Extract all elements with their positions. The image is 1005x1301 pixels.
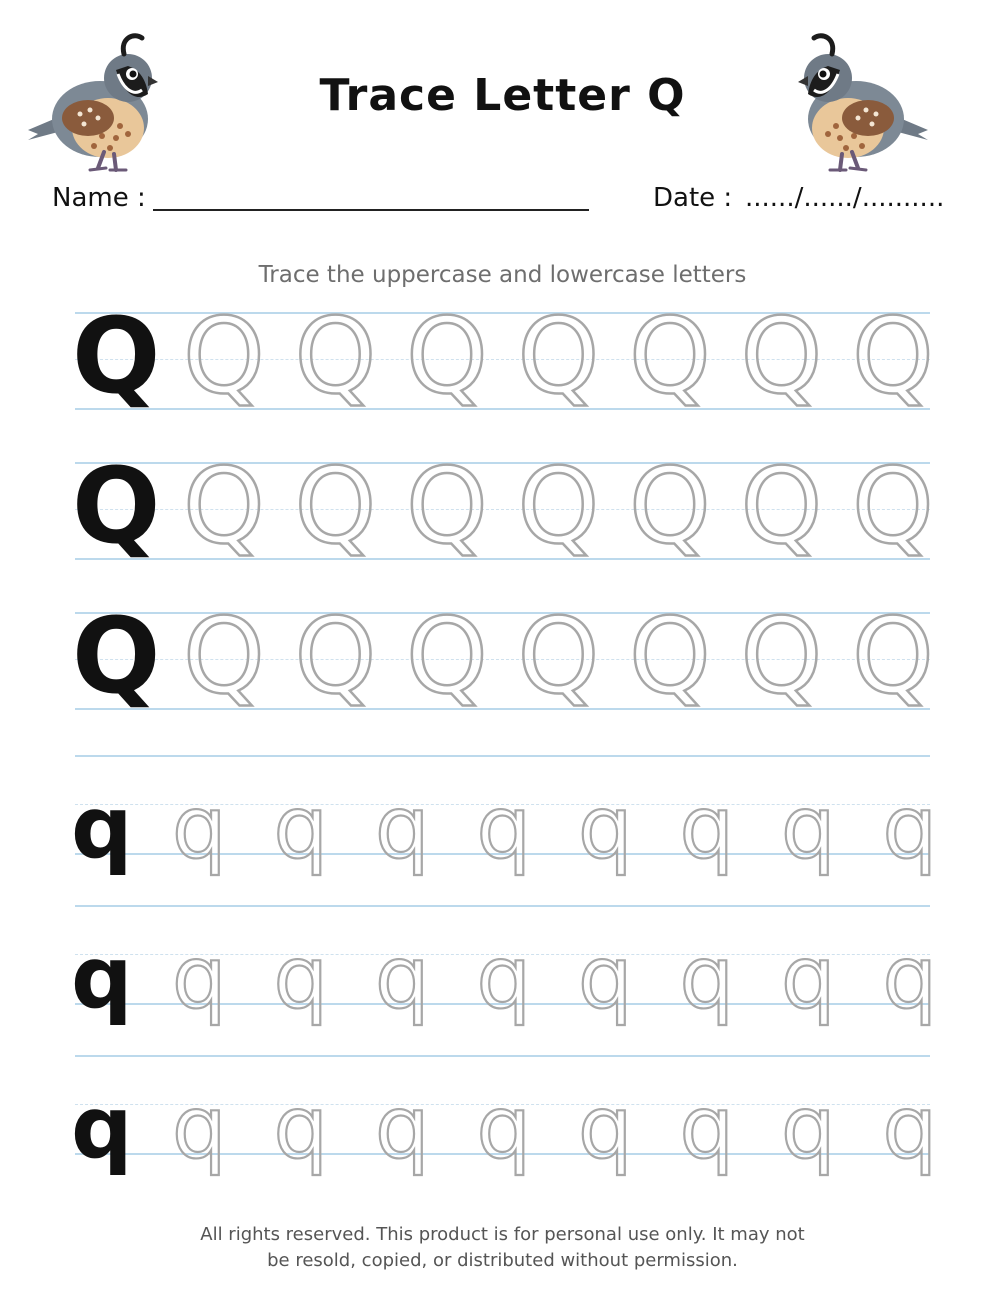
trace-letter-uppercase[interactable]: Q	[517, 445, 600, 567]
trace-letter-lowercase[interactable]: q	[679, 1078, 735, 1178]
trace-letter-lowercase[interactable]: q	[781, 928, 836, 1028]
trace-letter-uppercase[interactable]: Q	[183, 595, 265, 717]
name-label: Name :	[52, 183, 146, 213]
trace-letter-lowercase[interactable]: q	[882, 778, 938, 878]
trace-letter-lowercase[interactable]: q	[476, 778, 532, 878]
instruction-text: Trace the uppercase and lowercase letters	[258, 262, 747, 288]
trace-letter-lowercase[interactable]: q	[476, 928, 532, 1028]
trace-letter-lowercase[interactable]: q	[578, 928, 633, 1028]
trace-letter-uppercase[interactable]: Q	[740, 445, 823, 567]
name-field[interactable]	[153, 209, 589, 211]
trace-letter-uppercase[interactable]: Q	[629, 595, 711, 717]
trace-letter-uppercase[interactable]: Q	[629, 445, 711, 567]
page-title: Trace Letter Q	[319, 70, 686, 121]
trace-letter-uppercase[interactable]: Q	[852, 595, 934, 717]
trace-letter-uppercase[interactable]: Q	[406, 595, 488, 717]
footer-line-2: be resold, copied, or distributed without permission.	[267, 1250, 738, 1271]
model-letter-lowercase: q	[71, 928, 133, 1028]
model-letter-lowercase: q	[71, 778, 133, 878]
trace-letter-uppercase[interactable]: Q	[294, 595, 377, 717]
trace-letter-uppercase[interactable]: Q	[183, 445, 265, 567]
model-letter-lowercase: q	[71, 1078, 133, 1178]
trace-letter-lowercase[interactable]: q	[476, 1078, 532, 1178]
trace-letter-lowercase[interactable]: q	[679, 928, 735, 1028]
trace-letter-uppercase[interactable]: Q	[629, 295, 711, 417]
trace-letter-lowercase[interactable]: q	[375, 928, 430, 1028]
trace-letter-uppercase[interactable]: Q	[406, 445, 488, 567]
trace-letter-lowercase[interactable]: q	[375, 778, 430, 878]
trace-letter-lowercase[interactable]: q	[882, 1078, 938, 1178]
trace-letter-uppercase[interactable]: Q	[294, 445, 377, 567]
date-label: Date :	[653, 183, 733, 213]
trace-letter-lowercase[interactable]: q	[578, 1078, 633, 1178]
trace-letter-uppercase[interactable]: Q	[406, 295, 488, 417]
trace-letter-uppercase[interactable]: Q	[852, 445, 934, 567]
trace-letter-lowercase[interactable]: q	[781, 1078, 836, 1178]
trace-letter-uppercase[interactable]: Q	[517, 295, 600, 417]
trace-letter-lowercase[interactable]: q	[273, 1078, 329, 1178]
model-letter-uppercase: Q	[72, 595, 161, 717]
date-field[interactable]: ....../....../..........	[745, 183, 945, 213]
trace-letter-lowercase[interactable]: q	[375, 1078, 430, 1178]
trace-letter-lowercase[interactable]: q	[273, 778, 329, 878]
trace-letter-uppercase[interactable]: Q	[294, 295, 377, 417]
model-letter-uppercase: Q	[72, 295, 161, 417]
trace-letter-lowercase[interactable]: q	[781, 778, 836, 878]
trace-letter-lowercase[interactable]: q	[172, 928, 227, 1028]
trace-letter-lowercase[interactable]: q	[578, 778, 633, 878]
trace-letter-uppercase[interactable]: Q	[852, 295, 934, 417]
guide-top-line	[75, 905, 930, 907]
footer-notice	[0, 1222, 1005, 1274]
model-letter-uppercase: Q	[72, 445, 161, 567]
guide-top-line	[75, 1055, 930, 1057]
trace-letter-lowercase[interactable]: q	[679, 778, 735, 878]
trace-letter-lowercase[interactable]: q	[882, 928, 938, 1028]
footer-line-1: All rights reserved. This product is for personal use only. It may not	[200, 1224, 805, 1245]
trace-letter-uppercase[interactable]: Q	[517, 595, 600, 717]
trace-letter-lowercase[interactable]: q	[172, 778, 227, 878]
trace-letter-uppercase[interactable]: Q	[740, 595, 823, 717]
trace-letter-lowercase[interactable]: q	[172, 1078, 227, 1178]
trace-letter-uppercase[interactable]: Q	[740, 295, 823, 417]
trace-letter-lowercase[interactable]: q	[273, 928, 329, 1028]
guide-top-line	[75, 755, 930, 757]
trace-letter-uppercase[interactable]: Q	[183, 295, 265, 417]
